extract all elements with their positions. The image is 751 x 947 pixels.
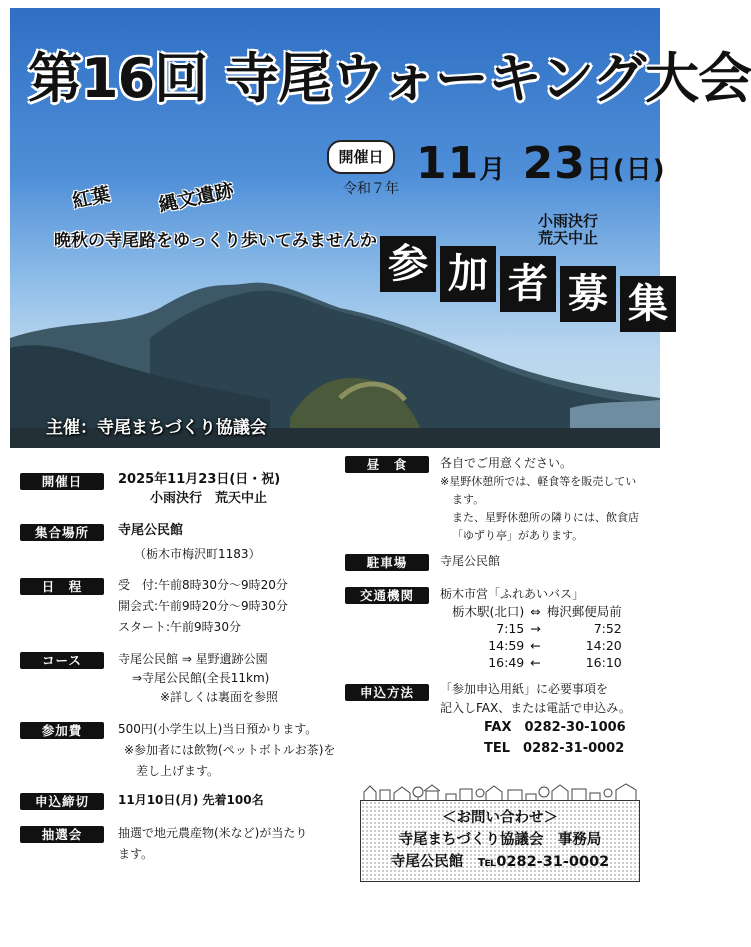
course-note: ※詳しくは裏面を参照 [160,690,279,704]
date-day-unit: 日 [585,155,613,185]
bus-arrow: ← [530,638,541,653]
label-transit: 交通機関 [345,587,429,604]
big-event-date [416,138,666,189]
date-day: 23 [522,138,586,189]
bus-arrow: → [530,621,541,636]
lottery-line-1: 抽選で地元農産物(米など)が当たり [118,826,308,840]
weather-rain-ok: 小雨決行 [538,212,599,230]
bus-time: 14:59 [488,638,525,653]
schedule-reception: 受 付:午前8時30分～9時20分 [118,578,288,592]
date-month-unit: 月 [479,155,507,185]
label-deadline: 申込締切 [20,793,104,810]
fee-line-1: 500円(小学生以上)当日預かります。 [118,722,318,736]
contact-box [360,800,640,882]
lunch-line-3: ます。 [452,493,485,506]
date-note: 小雨決行 荒天中止 [150,491,268,506]
bus-row [452,620,628,637]
date-badge: 開催日 [327,140,395,174]
contact-heading: ＜お問い合わせ＞ [442,810,558,826]
bus-header-row [452,603,628,620]
bus-time: 14:20 [585,638,622,653]
tag-autumn-leaves: 紅葉 [70,183,113,213]
course-line-1: 寺尾公民館 ⇒ 星野遺跡公園 [118,652,268,666]
recruiting-char: 加 [440,246,496,302]
recruiting-char: 集 [620,276,676,332]
label-course: コース [20,652,104,669]
tag-jomon-ruins: 縄文遺跡 [156,179,236,217]
contact-organization: 寺尾まちづくり協議会 事務局 [398,832,602,848]
recruiting-char: 者 [500,256,556,312]
bus-timetable [452,603,628,671]
event-title: 第16回 寺尾ウォーキング大会 [28,47,751,110]
bus-stop-umezawa: 梅沢郵便局前 [546,604,622,619]
label-fee: 参加費 [20,722,104,739]
bus-time: 7:52 [593,621,622,636]
label-lunch: 昼 食 [345,456,429,473]
bus-arrow: ← [530,655,541,670]
parking-value: 寺尾公民館 [440,554,501,568]
date-weekday: (日) [612,155,666,185]
fee-line-3: 差し上げます。 [136,764,220,778]
schedule-start: スタート:午前9時30分 [118,620,241,634]
weather-storm-cancel: 荒天中止 [538,229,599,247]
bus-time: 7:15 [496,621,525,636]
schedule-opening: 開会式:午前9時20分～9時30分 [118,599,288,613]
bus-row [452,637,628,654]
bus-direction-both: ⇔ [530,604,541,619]
weather-policy [538,213,598,247]
era-year: 令和７年 [343,181,399,197]
town-illustration [360,780,640,802]
lunch-line-2: ※星野休憩所では、軽食等を販売してい [440,475,637,488]
label-application: 申込方法 [345,684,429,701]
recruiting-char: 参 [380,236,436,292]
bus-row [452,654,628,671]
bus-stop-tochigi: 栃木駅(北口) [452,604,525,619]
sponsor-text: 主催：寺尾まちづくり協議会 [46,418,267,438]
apply-tel: TEL 0282-31-0002 [484,741,625,756]
bus-time: 16:49 [488,655,525,670]
label-parking: 駐車場 [345,554,429,571]
recruiting-char: 募 [560,266,616,322]
course-line-2: ⇒寺尾公民館(全長11km) [132,671,270,685]
bus-time: 16:10 [585,655,622,670]
lunch-line-5: 「ゆずり亭」があります。 [452,529,584,542]
apply-line-2: 記入しFAX、または電話で申込み。 [440,701,631,715]
date-month: 11 [416,138,480,189]
apply-line-1: 「参加申込用紙」に必要事項を [440,682,609,696]
place-address: （栃木市梅沢町1183） [134,547,261,561]
contact-phone: 寺尾公民館 ℡0282-31-0002 [390,854,610,870]
lottery-line-2: ます。 [118,847,154,861]
tagline: 晩秋の寺尾路をゆっくり歩いてみませんか [54,231,377,251]
hero-banner [10,8,751,448]
date-value: 2025年11月23日(日・祝) [118,472,281,487]
label-lottery: 抽選会 [20,826,104,843]
lunch-line-4: また、星野休憩所の隣りには、飲食店 [452,511,639,524]
fee-line-2: ※参加者には飲物(ペットボトルお茶)を [124,743,336,757]
place-value: 寺尾公民館 [118,523,184,538]
label-date: 開催日 [20,473,104,490]
apply-fax: FAX 0282-30-1006 [484,720,626,735]
label-schedule: 日 程 [20,578,104,595]
label-meeting-place: 集合場所 [20,524,104,541]
lunch-line-1: 各自でご用意ください。 [440,456,573,470]
deadline-value: 11月10日(月) 先着100名 [118,793,264,807]
transit-line-1: 栃木市営「ふれあいバス」 [440,587,585,601]
